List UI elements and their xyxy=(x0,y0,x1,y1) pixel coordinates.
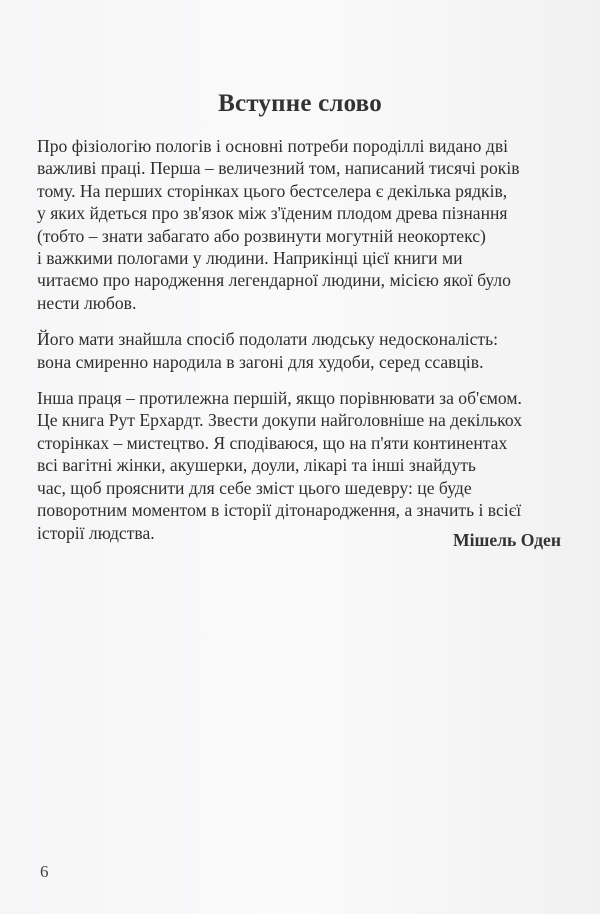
text-line: Це книга Рут Ерхардт. Звести докупи найголовніше на декількох xyxy=(37,410,522,431)
text-line: поворотним моментом в історії дітонародження, а значить і всієї xyxy=(37,500,522,521)
text-line: (тобто – знати забагато або розвинути могутній неокортекс) xyxy=(37,225,486,246)
text-line: читаємо про народження легендарної людини, місією якої було xyxy=(37,270,511,291)
text-line: і важкими пологами у людини. Наприкінці цієї книги ми xyxy=(37,248,463,269)
text-line: Інша праця – протилежна першій, якщо порівнювати за об'ємом. xyxy=(37,388,522,409)
text-line: всі вагітні жінки, акушерки, доули, лікарі та інші знайдуть xyxy=(37,455,476,476)
text-line: нести любов. xyxy=(37,292,137,313)
author-signature: Мішель Оден xyxy=(452,530,561,550)
text-line: тому. На перших сторінках цього бестселера є декілька рядків, xyxy=(37,180,508,201)
body-text xyxy=(37,135,557,558)
paragraph-1 xyxy=(37,135,557,314)
text-line: вона смиренно народила в загоні для худоби, серед ссавців. xyxy=(37,351,484,372)
text-line: важливі праці. Перша – величезний том, написаний тисячі років xyxy=(37,158,520,179)
paragraph-3 xyxy=(37,387,557,544)
page-number: 6 xyxy=(40,862,49,881)
text-line: час, щоб прояснити для себе зміст цього шедевру: це буде xyxy=(37,477,472,498)
text-line: Про фізіологію пологів і основні потреби породіллі видано дві xyxy=(37,136,509,156)
text-line: Його мати знайшла спосіб подолати людську недосконалість: xyxy=(37,329,499,350)
page-title: Вступне слово xyxy=(218,90,382,117)
paragraph-2 xyxy=(37,328,557,373)
text-line: у яких йдеться про зв'язок між з'їденим плодом древа пізнання xyxy=(37,203,508,224)
text-line: історії людства. xyxy=(37,522,155,543)
text-line: сторінках – мистецтво. Я сподіваюся, що на п'яти континентах xyxy=(37,432,508,453)
